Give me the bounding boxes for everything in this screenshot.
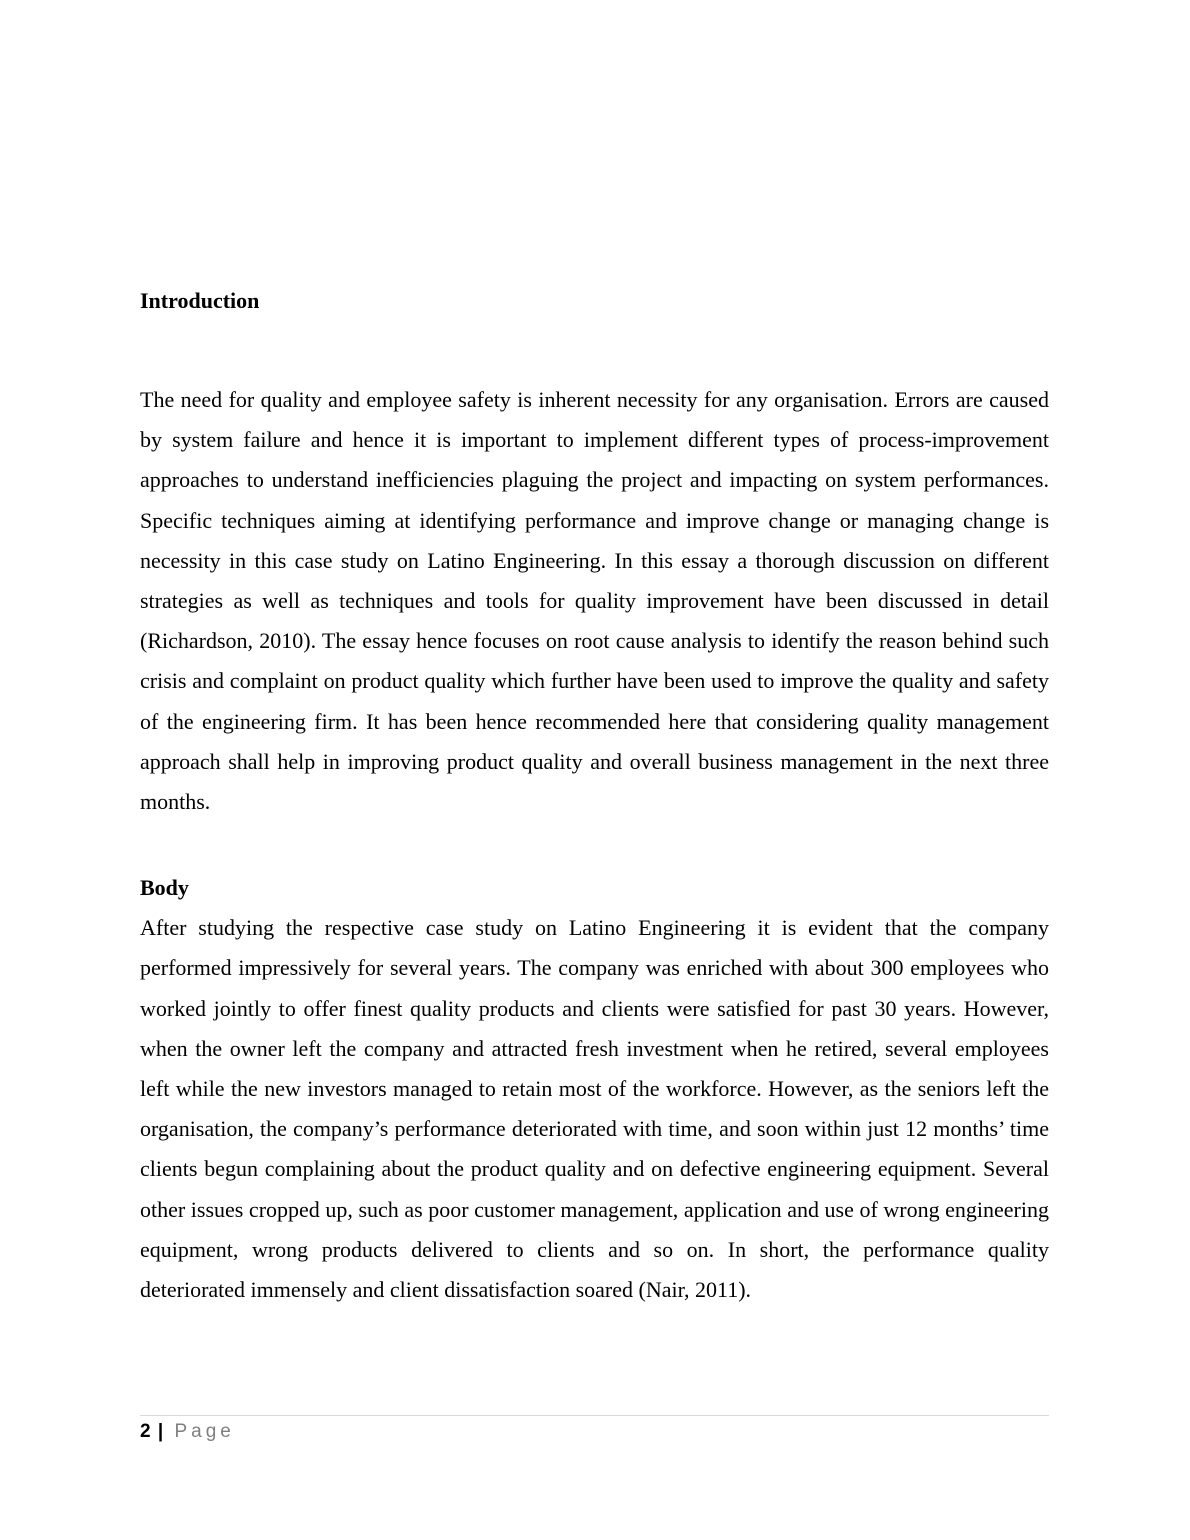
introduction-paragraph: The need for quality and employee safety is inherent necessity for any organisation. Errors are caused by system failure and hence it is important to implement different types of process-improvement approaches to understand inefficiencies plaguing the project and impacting on system performances. Specific techniques aiming at identifying performance and improve change or managing change is necessity in this case study on Latino Engineering. In this essay a thorough discussion on different strategies as well as techniques and tools for quality improvement have been discussed in detail (Richardson, 2010). The essay hence focuses on root cause analysis to identify the reason behind such crisis and complaint on product quality which further have been used to improve the quality and safety of the engineering firm. It has been hence recommended here that considering quality management approach shall help in improving product quality and overall business management in the next three months. [140, 387, 1049, 815]
footer-separator: | [157, 1421, 164, 1442]
introduction-heading: Introduction [140, 288, 260, 313]
page-number: 2 [140, 1421, 151, 1442]
page-label: Page [174, 1421, 235, 1442]
page-footer [140, 1415, 1049, 1444]
body-heading: Body [140, 875, 189, 901]
body-paragraph: After studying the respective case study on Latino Engineering it is evident that the company performed impressively for several years. The company was enriched with about 300 employees who worked jointly to offer finest quality products and clients were satisfied for past 30 years. However, when the owner left the company and attracted fresh investment when he retired, several employees left while the new investors managed to retain most of the workforce. However, as the seniors left the organisation, the company’s performance deteriorated with time, and soon within just 12 months’ time clients begun complaining about the product quality and on defective engineering equipment. Several other issues cropped up, such as poor customer management, application and use of wrong engineering equipment, wrong products delivered to clients and so on. In short, the performance quality deteriorated immensely and client dissatisfaction soared (Nair, 2011). [140, 915, 1049, 1303]
page-content [140, 282, 1049, 1310]
